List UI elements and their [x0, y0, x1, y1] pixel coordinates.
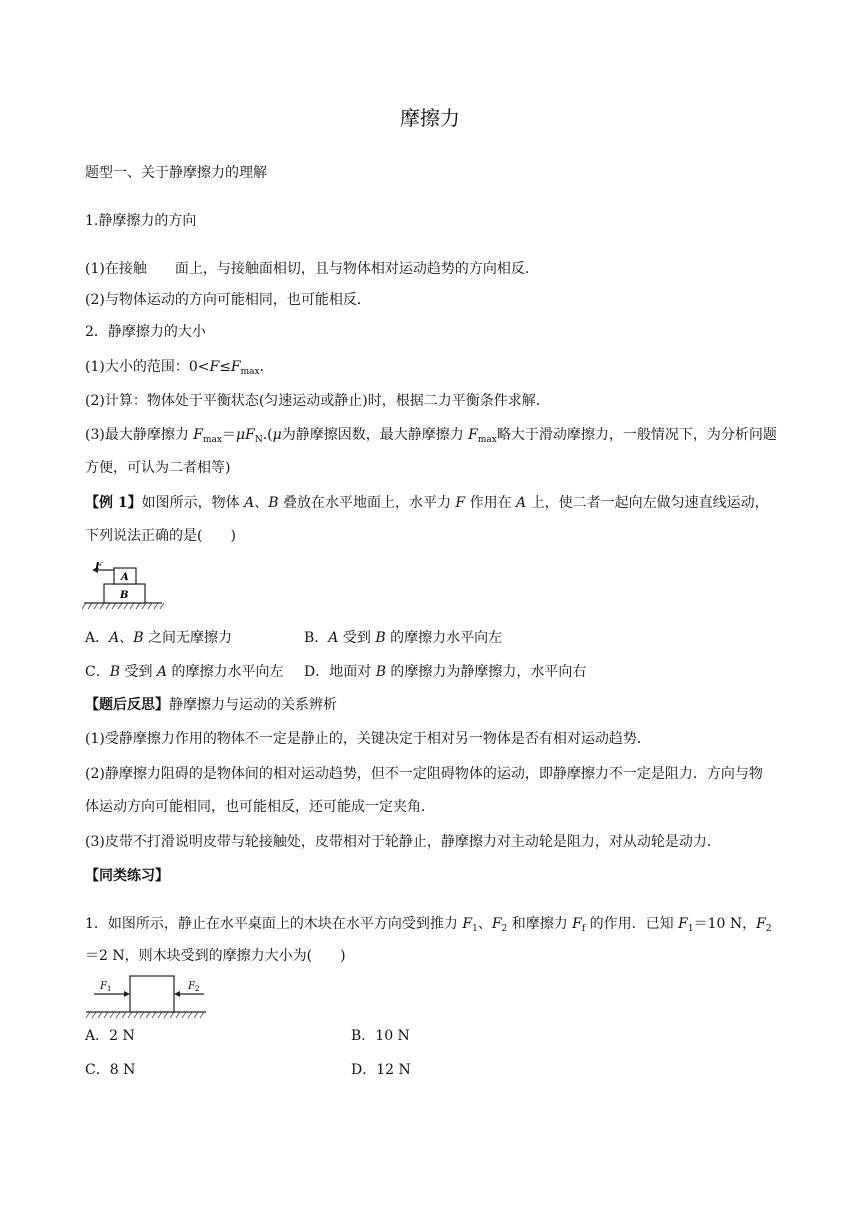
magnitude-point-2: (2)计算：物体处于平衡状态(匀速运动或静止)时，根据二力平衡条件求解． [85, 393, 550, 409]
section-heading: 题型一、关于静摩擦力的理解 [85, 165, 267, 181]
magnitude-point-1: (1)大小的范围：$0<F\le F_{max}$. [85, 359, 265, 377]
force-f2-label: $F_2$ [188, 981, 200, 993]
direction-point-1: (1)在接触 面上，与接触面相切，且与物体相对运动趋势的方向相反． [85, 261, 539, 277]
reflection-point-1: (1)受静摩擦力作用的物体不一定是静止的，关键决定于相对另一物体是否有相对运动趋势． [85, 731, 651, 747]
block-b-label: B [120, 590, 129, 601]
practice-heading: 【同类练习】 [85, 868, 169, 884]
example-1-question-cont: 下列说法正确的是( ) [85, 528, 236, 544]
magnitude-point-3-cont: 方便，可认为二者相等) [85, 460, 231, 476]
block-a-label: A [121, 572, 129, 583]
option-1-b: B．A 受到 B 的摩擦力水平向左 [304, 630, 503, 646]
practice-q1: 1．如图所示，静止在水平桌面上的木块在水平方向受到推力 $F_1$、$F_2$ 和摩擦力 $F_f$ 的作用．已知 $F_1=10$ N，$F_2$ [85, 916, 772, 934]
option-2-a: A．2 N [85, 1028, 135, 1044]
page-title: 摩擦力 [400, 106, 460, 130]
example-1-tag: 【例 1】 [85, 495, 142, 511]
force-f1-label: $F_1$ [100, 981, 112, 993]
example-1-question: 【例 1】如图所示，物体 A、B 叠放在水平地面上，水平力 F 作用在 A 上，使二者一起向左做匀速直线运动， [85, 495, 769, 511]
heading-magnitude: 2．静摩擦力的大小 [85, 324, 206, 340]
practice-q1-cont: ＝2 N，则木块受到的摩擦力大小为( ) [85, 948, 346, 964]
option-1-c: C．B 受到 A 的摩擦力水平向左 [85, 664, 284, 680]
reflection-point-2-cont: 体运动方向可能相同，也可能相反，还可能成一定夹角． [85, 799, 435, 815]
reflection-heading: 【题后反思】静摩擦力与运动的关系辨析 [85, 697, 337, 713]
stacked-blocks-figure [82, 562, 166, 612]
reflection-point-3: (3)皮带不打滑说明皮带与轮接触处，皮带相对于轮静止，静摩擦力对主动轮是阻力，对从动轮是动力． [85, 834, 721, 850]
direction-point-2: (2)与物体运动的方向可能相同，也可能相反． [85, 292, 371, 308]
option-2-b: B．10 N [351, 1028, 410, 1044]
wooden-block [130, 976, 174, 1012]
option-2-d: D．12 N [351, 1062, 411, 1078]
option-1-d: D．地面对 B 的摩擦力为静摩擦力，水平向右 [304, 664, 587, 680]
option-1-a: A．A、B 之间无摩擦力 [85, 630, 232, 646]
option-2-c: C．8 N [85, 1062, 136, 1078]
magnitude-point-3: (3)最大静摩擦力 $F_{max}=\mu F_N.(\mu$为静摩擦因数，最大静摩擦力 $F_{max}$略大于滑动摩擦力，一般情况下，为分析问题 [85, 427, 777, 445]
force-label: F [95, 562, 103, 572]
heading-direction: 1.静摩擦力的方向 [85, 213, 197, 229]
block-forces-figure [84, 974, 210, 1022]
reflection-point-2: (2)静摩擦力阻碍的是物体间的相对运动趋势，但不一定阻碍物体的运动，即静摩擦力不一定是阻力．方向与物 [85, 766, 763, 782]
